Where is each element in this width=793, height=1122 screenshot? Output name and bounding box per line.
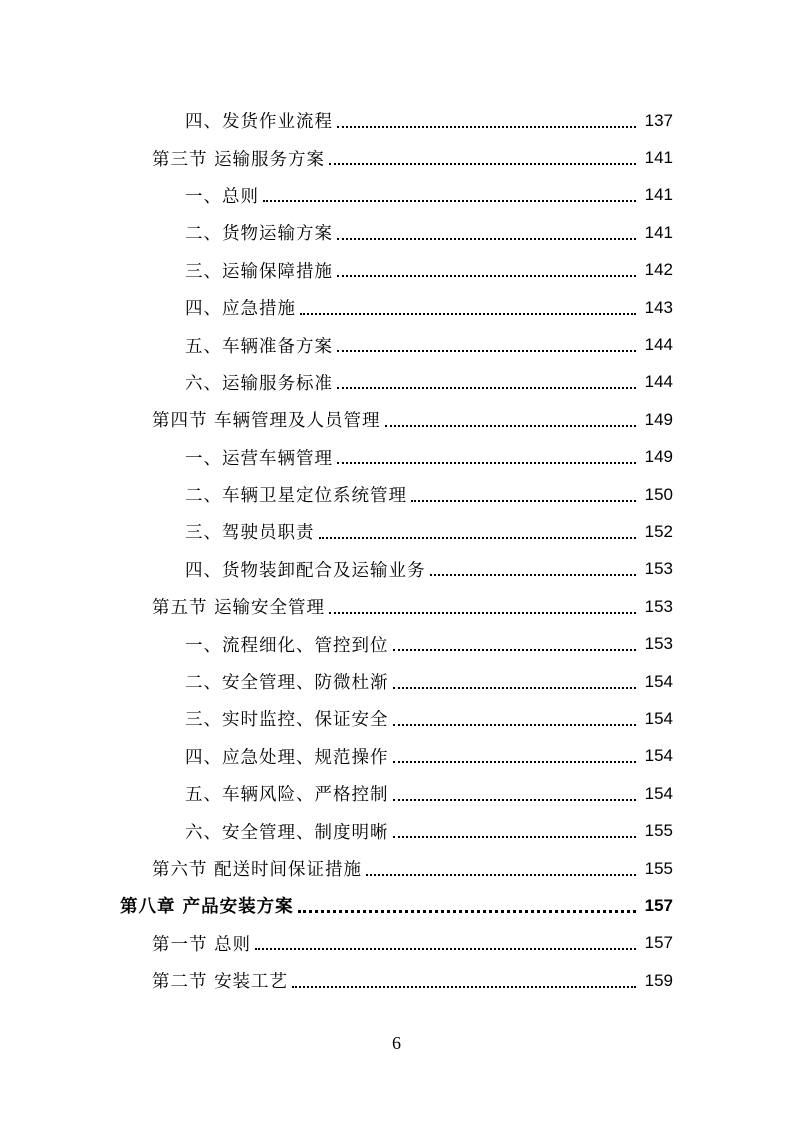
toc-entry-title: 第五节 运输安全管理: [152, 598, 326, 619]
toc-entry[interactable]: [0, 887, 793, 924]
toc-entry-title: 四、发货作业流程: [185, 112, 333, 133]
toc-dot-leader: [337, 275, 636, 277]
toc-entry-title: 二、货物运输方案: [185, 224, 333, 245]
toc-entry-page: 154: [644, 708, 673, 728]
toc-entry-page: 141: [644, 222, 673, 242]
toc-entry-title: 五、车辆准备方案: [185, 336, 333, 357]
toc-entry-page: 154: [644, 671, 673, 691]
toc-entry-title: 四、应急处理、规范操作: [185, 747, 389, 768]
toc-entry[interactable]: [0, 102, 793, 139]
toc-dot-leader: [337, 462, 636, 464]
toc-entry-title: 一、总则: [185, 186, 259, 207]
toc-dot-leader: [385, 425, 636, 427]
toc-entry-title: 三、驾驶员职责: [185, 523, 315, 544]
toc-entry-page: 155: [644, 858, 673, 878]
table-of-contents: [0, 102, 793, 999]
toc-entry[interactable]: [0, 812, 793, 849]
toc-entry-page: 155: [644, 821, 673, 841]
toc-dot-leader: [292, 986, 636, 988]
toc-entry-page: 153: [644, 559, 673, 579]
toc-dot-leader: [337, 238, 636, 240]
toc-dot-leader: [329, 612, 636, 614]
toc-entry-page: 141: [644, 148, 673, 168]
toc-entry-page: 143: [644, 297, 673, 317]
toc-dot-leader: [430, 574, 637, 576]
toc-entry-title: 四、应急措施: [185, 299, 296, 320]
toc-entry-page: 157: [644, 895, 673, 915]
toc-dot-leader: [337, 387, 636, 389]
toc-entry-title: 一、流程细化、管控到位: [185, 635, 389, 656]
toc-entry[interactable]: [0, 775, 793, 812]
toc-dot-leader: [300, 313, 636, 315]
toc-dot-leader: [393, 761, 637, 763]
toc-entry-page: 154: [644, 746, 673, 766]
toc-dot-leader: [393, 724, 637, 726]
toc-entry[interactable]: [0, 551, 793, 588]
toc-entry-page: 142: [644, 260, 673, 280]
toc-entry-page: 144: [644, 335, 673, 355]
page-number: 6: [392, 1033, 401, 1053]
toc-entry[interactable]: [0, 326, 793, 363]
toc-entry[interactable]: [0, 625, 793, 662]
toc-entry[interactable]: [0, 364, 793, 401]
toc-entry-page: 149: [644, 447, 673, 467]
toc-entry-title: 六、运输服务标准: [185, 373, 333, 394]
toc-entry[interactable]: [0, 252, 793, 289]
toc-dot-leader: [337, 350, 636, 352]
toc-entry[interactable]: [0, 925, 793, 962]
toc-dot-leader: [329, 163, 636, 165]
toc-entry[interactable]: [0, 700, 793, 737]
toc-dot-leader: [319, 537, 637, 539]
toc-entry[interactable]: [0, 401, 793, 438]
toc-entry-title: 第二节 安装工艺: [152, 972, 289, 993]
toc-entry-page: 150: [644, 484, 673, 504]
toc-entry-title: 第三节 运输服务方案: [152, 149, 326, 170]
toc-entry-page: 149: [644, 409, 673, 429]
toc-entry-title: 第一节 总则: [152, 934, 252, 955]
toc-entry-page: 154: [644, 783, 673, 803]
toc-entry-title: 二、安全管理、防微杜渐: [185, 673, 389, 694]
toc-entry-title: 一、运营车辆管理: [185, 448, 333, 469]
toc-entry-page: 157: [644, 933, 673, 953]
toc-entry[interactable]: [0, 588, 793, 625]
toc-entry[interactable]: [0, 513, 793, 550]
toc-entry-title: 第四节 车辆管理及人员管理: [152, 411, 381, 432]
toc-entry-page: 159: [644, 970, 673, 990]
toc-entry[interactable]: [0, 439, 793, 476]
toc-entry[interactable]: [0, 139, 793, 176]
toc-dot-leader: [393, 799, 637, 801]
toc-entry[interactable]: [0, 663, 793, 700]
toc-entry-page: 141: [644, 185, 673, 205]
toc-dot-leader: [255, 948, 636, 950]
toc-entry-title: 五、车辆风险、严格控制: [185, 785, 389, 806]
toc-entry[interactable]: [0, 476, 793, 513]
toc-dot-leader: [393, 836, 637, 838]
toc-dot-leader: [411, 500, 636, 502]
toc-entry-page: 153: [644, 634, 673, 654]
toc-dot-leader: [298, 910, 636, 913]
toc-dot-leader: [393, 687, 637, 689]
toc-entry-page: 152: [644, 521, 673, 541]
toc-entry-title: 第八章 产品安装方案: [120, 897, 294, 918]
toc-entry[interactable]: [0, 738, 793, 775]
toc-entry-title: 六、安全管理、制度明晰: [185, 822, 389, 843]
toc-entry-page: 144: [644, 372, 673, 392]
toc-entry-page: 137: [644, 110, 673, 130]
toc-entry-title: 四、货物装卸配合及运输业务: [185, 560, 426, 581]
toc-entry[interactable]: [0, 850, 793, 887]
toc-entry-title: 二、车辆卫星定位系统管理: [185, 486, 407, 507]
toc-entry[interactable]: [0, 289, 793, 326]
toc-entry[interactable]: [0, 962, 793, 999]
toc-entry-title: 第六节 配送时间保证措施: [152, 860, 363, 880]
toc-dot-leader: [393, 649, 637, 651]
toc-dot-leader: [366, 874, 636, 876]
toc-entry-title: 三、实时监控、保证安全: [185, 710, 389, 731]
toc-dot-leader: [337, 126, 636, 128]
toc-dot-leader: [263, 200, 636, 202]
toc-entry-page: 153: [644, 596, 673, 616]
toc-entry-title: 三、运输保障措施: [185, 261, 333, 282]
toc-entry[interactable]: [0, 177, 793, 214]
toc-entry[interactable]: [0, 214, 793, 251]
